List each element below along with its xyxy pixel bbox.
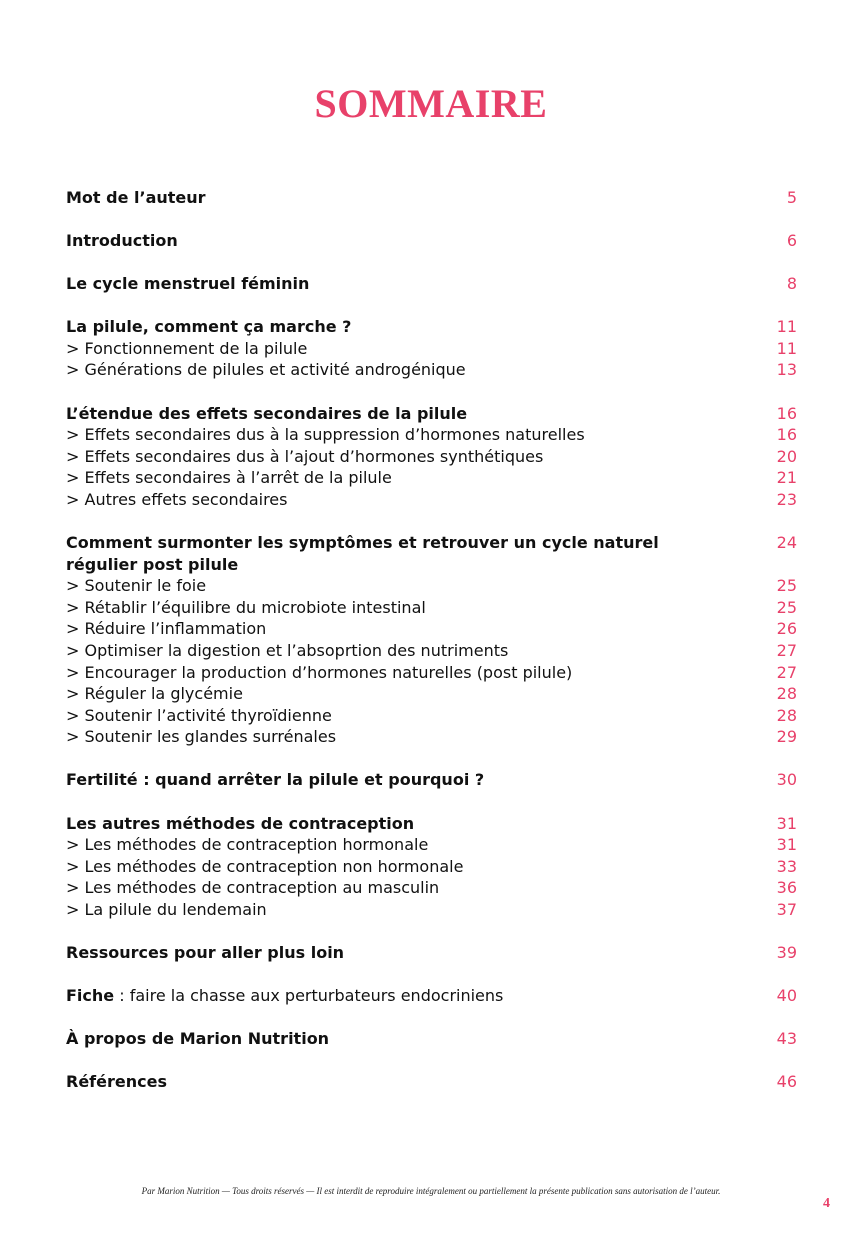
toc-entry-label <box>66 683 243 705</box>
toc-page-number: 39 <box>776 943 797 963</box>
toc-entry-label <box>66 359 466 381</box>
toc-subitem[interactable] <box>66 338 797 360</box>
toc-page-number: 20 <box>776 446 797 466</box>
toc-page-number: 8 <box>786 274 797 294</box>
toc-entry-title: > Autres effets secondaires <box>66 489 288 509</box>
toc-subitem[interactable] <box>66 489 797 511</box>
toc-page-number: 36 <box>776 878 797 898</box>
toc-section <box>66 532 797 748</box>
toc-entry-title: > Fonctionnement de la pilule <box>66 338 308 358</box>
toc-page-number: 33 <box>776 856 797 876</box>
toc-entry-label <box>66 273 309 295</box>
toc-entry-title: > Soutenir les glandes surrénales <box>66 727 337 747</box>
toc-entry-label <box>66 230 178 252</box>
toc-page-number: 5 <box>786 188 797 207</box>
toc-page-number: 6 <box>786 231 797 251</box>
toc-subitem[interactable] <box>66 575 797 597</box>
toc-page-number: 37 <box>776 899 797 919</box>
toc-entry-title: Ressources pour aller plus loin <box>66 943 345 963</box>
toc-entry-title: Les autres méthodes de contraception <box>66 813 415 833</box>
table-of-contents <box>66 187 797 1114</box>
toc-page-number: 11 <box>776 317 797 337</box>
toc-entry-label <box>66 705 332 727</box>
toc-subitem[interactable] <box>66 662 797 684</box>
toc-entry-subtitle: : faire la chasse aux perturbateurs endocriniens <box>114 986 504 1006</box>
toc-page-number: 16 <box>776 425 797 445</box>
toc-page-number: 40 <box>776 986 797 1006</box>
toc-entry-title: Fiche <box>66 986 115 1006</box>
toc-section <box>66 273 797 295</box>
toc-entry-label <box>66 316 351 338</box>
toc-page-number: 28 <box>776 684 797 704</box>
toc-entry-title: > Les méthodes de contraception non hormonale <box>66 856 464 876</box>
toc-section <box>66 230 797 252</box>
toc-section <box>66 813 797 921</box>
toc-entry-label <box>66 618 266 640</box>
toc-subitem[interactable] <box>66 618 797 640</box>
toc-page-number: 21 <box>776 468 797 488</box>
toc-entry-label <box>66 1028 329 1050</box>
toc-heading[interactable] <box>66 1028 797 1050</box>
toc-entry-title: Comment surmonter les symptômes et retrouver un cycle naturel régulier post pilule <box>66 533 659 574</box>
toc-subitem[interactable] <box>66 899 797 921</box>
toc-entry-title: > Effets secondaires dus à l’ajout d’hormones synthétiques <box>66 446 544 466</box>
toc-entry-title: Introduction <box>66 231 178 251</box>
toc-entry-label <box>66 813 414 835</box>
toc-subitem[interactable] <box>66 726 797 748</box>
toc-heading[interactable] <box>66 1071 797 1093</box>
toc-section <box>66 769 797 791</box>
toc-page-number: 16 <box>776 403 797 423</box>
toc-page-number: 28 <box>776 705 797 725</box>
toc-page-number: 31 <box>776 835 797 855</box>
toc-entry-label <box>66 575 206 597</box>
toc-subitem[interactable] <box>66 683 797 705</box>
toc-entry-label <box>66 899 267 921</box>
toc-entry-title: > Les méthodes de contraception au masculin <box>66 878 440 898</box>
toc-entry-label <box>66 834 428 856</box>
toc-entry-title: > Effets secondaires à l’arrêt de la pilule <box>66 468 392 488</box>
toc-entry-title: > Réguler la glycémie <box>66 684 243 704</box>
toc-entry-label <box>66 640 508 662</box>
toc-entry-label <box>66 532 706 575</box>
toc-subitem[interactable] <box>66 359 797 381</box>
toc-heading[interactable] <box>66 942 797 964</box>
toc-entry-label <box>66 467 392 489</box>
toc-heading[interactable] <box>66 769 797 791</box>
toc-entry-label <box>66 187 206 209</box>
toc-entry-title: La pilule, comment ça marche ? <box>66 317 352 337</box>
toc-heading[interactable] <box>66 187 797 209</box>
toc-section <box>66 187 797 209</box>
toc-entry-title: L’étendue des effets secondaires de la pilule <box>66 403 468 423</box>
toc-entry-title: > Encourager la production d’hormones naturelles (post pilule) <box>66 662 573 682</box>
toc-entry-title: > Effets secondaires dus à la suppression d’hormones naturelles <box>66 425 585 445</box>
toc-entry-title: > Les méthodes de contraception hormonale <box>66 835 429 855</box>
toc-heading[interactable] <box>66 403 797 425</box>
toc-entry-label <box>66 877 439 899</box>
toc-heading[interactable] <box>66 985 797 1007</box>
toc-entry-title: Références <box>66 1072 167 1092</box>
toc-section <box>66 942 797 964</box>
toc-page-number: 30 <box>776 770 797 790</box>
toc-section <box>66 1071 797 1093</box>
toc-entry-title: Fertilité : quand arrêter la pilule et pourquoi ? <box>66 770 485 790</box>
toc-entry-title: Le cycle menstruel féminin <box>66 274 310 294</box>
toc-page-number: 13 <box>776 360 797 380</box>
toc-entry-title: Mot de l’auteur <box>66 188 206 207</box>
toc-subitem[interactable] <box>66 467 797 489</box>
toc-heading[interactable] <box>66 230 797 252</box>
toc-subitem[interactable] <box>66 834 797 856</box>
toc-subitem[interactable] <box>66 877 797 899</box>
toc-page-number: 43 <box>776 1029 797 1049</box>
toc-entry-title: > Générations de pilules et activité androgénique <box>66 360 466 380</box>
toc-heading[interactable] <box>66 316 797 338</box>
toc-page-number: 24 <box>776 533 797 553</box>
toc-heading[interactable] <box>66 532 797 575</box>
toc-entry-label <box>66 769 484 791</box>
toc-heading[interactable] <box>66 813 797 835</box>
toc-page-number: 46 <box>776 1072 797 1092</box>
toc-entry-label <box>66 338 307 360</box>
toc-page-number: 31 <box>776 813 797 833</box>
toc-entry-label <box>66 424 585 446</box>
page-title: SOMMAIRE <box>314 81 548 126</box>
toc-page-number: 25 <box>776 597 797 617</box>
toc-section <box>66 316 797 381</box>
toc-entry-title: > Soutenir le foie <box>66 576 207 596</box>
toc-subitem[interactable] <box>66 705 797 727</box>
toc-subitem[interactable] <box>66 446 797 468</box>
toc-subitem[interactable] <box>66 856 797 878</box>
toc-entry-title: > Réduire l’inflammation <box>66 619 267 639</box>
toc-entry-title: > Rétablir l’équilibre du microbiote intestinal <box>66 597 426 617</box>
toc-subitem[interactable] <box>66 640 797 662</box>
copyright-footer: Par Marion Nutrition — Tous droits réservés — Il est interdit de reproduire intégralement ou partiellement la présente publication sans autorisation de l’auteur. <box>141 1186 721 1196</box>
toc-entry-label <box>66 985 503 1007</box>
page-number: 4 <box>823 1196 830 1211</box>
toc-section <box>66 985 797 1007</box>
toc-entry-title: > Soutenir l’activité thyroïdienne <box>66 705 332 725</box>
toc-page-number: 27 <box>776 662 797 682</box>
toc-entry-label <box>66 726 336 748</box>
toc-heading[interactable] <box>66 273 797 295</box>
toc-page-number: 29 <box>776 727 797 747</box>
toc-entry-label <box>66 597 426 619</box>
toc-entry-label <box>66 856 463 878</box>
toc-entry-title: > La pilule du lendemain <box>66 899 267 919</box>
toc-entry-title: > Optimiser la digestion et l’absoprtion des nutriments <box>66 641 509 660</box>
toc-section <box>66 403 797 511</box>
toc-subitem[interactable] <box>66 597 797 619</box>
toc-page-number: 27 <box>776 641 797 660</box>
toc-page-number: 26 <box>776 619 797 639</box>
toc-page-number: 11 <box>776 338 797 358</box>
toc-entry-title: À propos de Marion Nutrition <box>66 1029 330 1049</box>
toc-entry-label <box>66 1071 167 1093</box>
toc-entry-label <box>66 942 344 964</box>
toc-entry-label <box>66 662 572 684</box>
toc-page-number: 25 <box>776 576 797 596</box>
toc-entry-label <box>66 489 287 511</box>
toc-entry-label <box>66 446 543 468</box>
toc-entry-label <box>66 403 467 425</box>
toc-section <box>66 1028 797 1050</box>
toc-page-number: 23 <box>776 489 797 509</box>
toc-subitem[interactable] <box>66 424 797 446</box>
